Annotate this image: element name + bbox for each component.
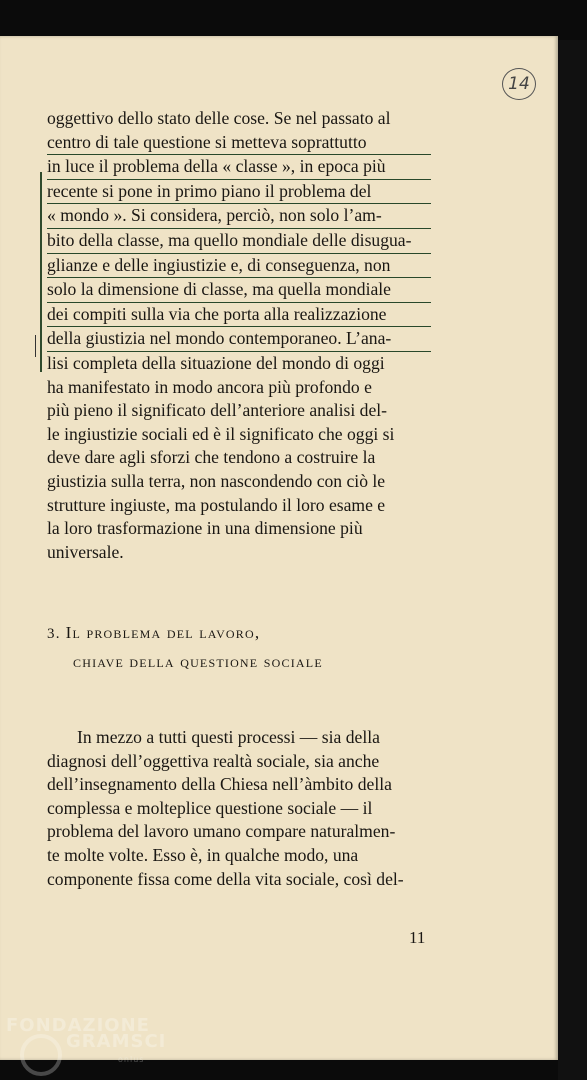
text-line: universale. [47,541,124,562]
text-line: giustizia sulla terra, non nascondendo con ciò le [47,470,386,491]
page-edge-shadow [558,40,587,1080]
text-line: strutture ingiuste, ma postulando il loro esame e [47,494,386,515]
text-line: problema del lavoro umano compare naturalmen- [47,821,396,842]
text-line: diagnosi dell’oggettiva realtà sociale, sia anche [47,750,380,771]
section-number: 3. [47,626,61,642]
text-line: la loro trasformazione in una dimensione più [47,518,363,539]
text-line: lisi completa della situazione del mondo di oggi [47,352,385,373]
section-heading [47,619,437,677]
paragraph-1 [47,107,431,564]
watermark-text-3: onlus [118,1055,145,1064]
text-line: te molte volte. Esso è, in qualche modo, una [47,844,359,865]
text-line: della giustizia nel mondo contemporaneo. L’ana- [47,327,431,352]
margin-vertical-mark [40,172,42,372]
section-title-line-2: chiave della questione sociale [73,652,323,671]
watermark-text-2: GRAMSCI [66,1031,167,1052]
text-line: dell’insegnamento della Chiesa nell’àmbito della [47,774,392,795]
paragraph-2 [47,726,431,891]
text-line: deve dare agli sforzi che tendono a costruire la [47,447,376,468]
text-line: ha manifestato in modo ancora più profondo e [47,376,372,397]
text-line: solo la dimensione di classe, ma quella mondiale [47,278,431,303]
text-line: più pieno il significato dell’anteriore analisi del- [47,400,388,421]
text-line: recente si pone in primo piano il problema del [47,180,431,205]
page-number: 11 [409,928,426,947]
text-line: bito della classe, ma quello mondiale delle disugua- [47,229,431,254]
section-title-line-1: Il problema del lavoro, [65,623,261,642]
text-line: glianze e delle ingiustizie e, di conseguenza, non [47,254,431,279]
text-line: centro di tale questione si metteva soprattutto [47,131,431,156]
text-line: In mezzo a tutti questi processi — sia della [77,727,380,747]
watermark-circle-icon [20,1034,62,1076]
text-line: in luce il problema della « classe », in epoca più [47,155,431,180]
text-line: « mondo ». Si considera, perciò, non solo l’am- [47,204,431,229]
text-line: componente fissa come della vita sociale, così del- [47,868,404,889]
text-line: le ingiustizie sociali ed è il significato che oggi si [47,423,395,444]
margin-pencil-mark [35,335,36,357]
watermark-logo [6,1015,167,1064]
text-line: oggettivo dello stato delle cose. Se nel passato al [47,108,391,128]
handwritten-page-annotation: 14 [502,68,536,100]
text-line: dei compiti sulla via che porta alla realizzazione [47,303,431,328]
watermark-text-1: FONDAZIONE [6,1015,150,1036]
text-line: complessa e molteplice questione sociale — il [47,797,373,818]
